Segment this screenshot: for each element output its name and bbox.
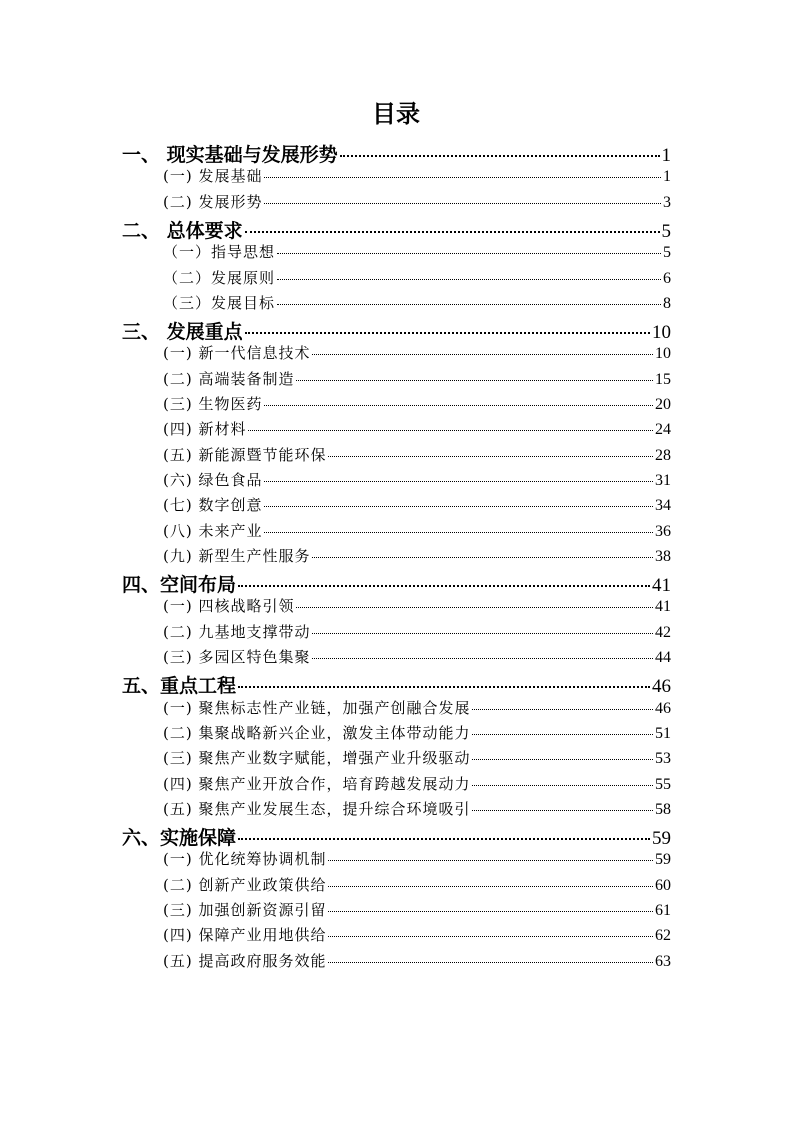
toc-page-number: 15 bbox=[655, 370, 671, 388]
toc-page-number: 10 bbox=[652, 322, 671, 344]
toc-entry-label: 六、实施保障 bbox=[122, 827, 237, 850]
toc-dot-leader bbox=[245, 332, 650, 334]
toc-page-number: 1 bbox=[663, 168, 671, 186]
toc-dot-leader bbox=[312, 633, 653, 634]
toc-entry-label: （一）指导思想 bbox=[163, 243, 276, 262]
toc-dot-leader bbox=[248, 430, 653, 431]
toc-section-entry[interactable] bbox=[163, 773, 671, 794]
toc-section-entry[interactable] bbox=[163, 520, 671, 541]
toc-dot-leader bbox=[238, 686, 650, 688]
toc-dot-leader bbox=[238, 838, 650, 840]
toc-entry-label: (一) 新一代信息技术 bbox=[163, 344, 311, 363]
toc-page-number: 63 bbox=[655, 952, 671, 970]
toc-dot-leader bbox=[328, 860, 653, 861]
toc-dot-leader bbox=[340, 155, 660, 157]
toc-chapter-entry[interactable] bbox=[122, 671, 671, 698]
toc-section-entry[interactable] bbox=[163, 899, 671, 920]
toc-section-entry[interactable] bbox=[163, 697, 671, 718]
toc-section-entry[interactable] bbox=[163, 924, 671, 945]
toc-page-number: 1 bbox=[661, 145, 671, 166]
toc-page-number: 34 bbox=[655, 497, 671, 515]
toc-entry-label: (四) 新材料 bbox=[163, 420, 247, 439]
toc-dot-leader bbox=[264, 506, 653, 507]
toc-entry-label: （三）发展目标 bbox=[163, 293, 276, 312]
toc-dot-leader bbox=[245, 231, 660, 233]
toc-section-entry[interactable] bbox=[163, 848, 671, 869]
toc-dot-leader bbox=[472, 734, 653, 735]
toc-dot-leader bbox=[472, 785, 653, 786]
toc-section-entry[interactable] bbox=[163, 874, 671, 895]
toc-dot-leader bbox=[328, 456, 653, 457]
toc-chapter-entry[interactable] bbox=[122, 570, 671, 597]
toc-page-number: 10 bbox=[655, 345, 671, 363]
toc-dot-leader bbox=[277, 304, 661, 305]
toc-page-number: 3 bbox=[663, 193, 671, 211]
toc-entry-label: (五) 聚焦产业发展生态，提升综合环境吸引 bbox=[163, 799, 471, 818]
toc-page-number: 5 bbox=[663, 244, 671, 262]
toc-page-number: 36 bbox=[655, 522, 671, 540]
toc-dot-leader bbox=[264, 481, 653, 482]
toc-entry-label: (二) 九基地支撑带动 bbox=[163, 622, 311, 641]
toc-page-number: 38 bbox=[655, 547, 671, 565]
toc-entry-label: (二) 集聚战略新兴企业，激发主体带动能力 bbox=[163, 723, 471, 742]
toc-dot-leader bbox=[472, 759, 653, 760]
toc-page-number: 44 bbox=[655, 649, 671, 666]
toc-dot-leader bbox=[296, 607, 653, 608]
toc-entry-label: 二、 总体要求 bbox=[122, 219, 243, 242]
toc-entry-label: (三) 聚焦产业数字赋能，增强产业升级驱动 bbox=[163, 749, 471, 768]
toc-page-number: 46 bbox=[652, 676, 671, 698]
toc-page-number: 41 bbox=[655, 598, 671, 616]
toc-section-entry[interactable] bbox=[163, 798, 671, 819]
toc-dot-leader bbox=[264, 203, 661, 204]
toc-dot-leader bbox=[472, 810, 653, 811]
toc-entry-label: (一) 聚焦标志性产业链，加强产创融合发展 bbox=[163, 698, 471, 717]
toc-entry-label: (五) 提高政府服务效能 bbox=[163, 951, 327, 970]
toc-page-number: 8 bbox=[663, 294, 671, 312]
toc-entry-label: 五、重点工程 bbox=[122, 675, 237, 698]
toc-dot-leader bbox=[264, 532, 653, 533]
toc-page-number: 31 bbox=[655, 471, 671, 489]
toc-dot-leader bbox=[312, 658, 653, 659]
toc-entry-label: (九) 新型生产性服务 bbox=[163, 546, 311, 565]
toc-page-number: 53 bbox=[655, 750, 671, 768]
toc-entry-label: 四、空间布局 bbox=[122, 574, 237, 597]
toc-dot-leader bbox=[328, 886, 653, 887]
toc-entry-label: (三) 多园区特色集聚 bbox=[163, 648, 311, 666]
toc-page-number: 62 bbox=[655, 927, 671, 945]
toc-section-entry[interactable] bbox=[163, 241, 671, 262]
toc-page-number: 51 bbox=[655, 724, 671, 742]
toc-page-number: 6 bbox=[663, 269, 671, 287]
toc-dot-leader bbox=[264, 177, 661, 178]
toc-section-entry[interactable] bbox=[163, 165, 671, 186]
toc-dot-leader bbox=[328, 962, 653, 963]
toc-dot-leader bbox=[328, 936, 653, 937]
toc-entry-label: (二) 创新产业政策供给 bbox=[163, 875, 327, 894]
toc-page-number: 46 bbox=[655, 699, 671, 717]
toc-entry-label: (一) 发展基础 bbox=[163, 167, 263, 186]
toc-section-entry[interactable] bbox=[163, 494, 671, 515]
toc-entry-label: (八) 未来产业 bbox=[163, 521, 263, 540]
toc-section-entry[interactable] bbox=[163, 292, 671, 313]
toc-section-entry[interactable] bbox=[163, 469, 671, 490]
toc-dot-leader bbox=[277, 253, 661, 254]
toc-entry-label: (二) 高端装备制造 bbox=[163, 369, 295, 388]
toc-section-entry[interactable] bbox=[163, 722, 671, 743]
toc-entry-label: (五) 新能源暨节能环保 bbox=[163, 445, 327, 464]
toc-page-number: 55 bbox=[655, 775, 671, 793]
toc-chapter-entry[interactable] bbox=[122, 823, 671, 850]
toc-section-entry[interactable] bbox=[163, 621, 671, 642]
toc-section-entry[interactable] bbox=[163, 368, 671, 389]
toc-dot-leader bbox=[296, 380, 653, 381]
toc-entry-label: (七) 数字创意 bbox=[163, 496, 263, 515]
toc-section-entry[interactable] bbox=[163, 342, 671, 363]
toc-entry-label: (三) 生物医药 bbox=[163, 395, 263, 413]
toc-dot-leader bbox=[264, 405, 653, 406]
toc-page-number: 61 bbox=[655, 902, 671, 919]
toc-dot-leader bbox=[238, 585, 650, 587]
toc-page-number: 41 bbox=[652, 575, 671, 597]
toc-page-number: 5 bbox=[661, 220, 671, 242]
toc-entry-label: 一、 现实基础与发展形势 bbox=[122, 144, 338, 166]
toc-chapter-entry[interactable] bbox=[122, 216, 671, 243]
toc-entry-label: (四) 保障产业用地供给 bbox=[163, 926, 327, 945]
toc-entry-label: (六) 绿色食品 bbox=[163, 470, 263, 489]
toc-page-number: 59 bbox=[652, 828, 671, 850]
toc-section-entry[interactable] bbox=[163, 747, 671, 768]
toc-page-number: 59 bbox=[655, 851, 671, 869]
toc-page-number: 28 bbox=[655, 446, 671, 464]
toc-dot-leader bbox=[312, 557, 653, 558]
toc-entry-label: 三、 发展重点 bbox=[122, 321, 243, 344]
toc-dot-leader bbox=[312, 354, 653, 355]
toc-page-number: 58 bbox=[655, 800, 671, 818]
toc-section-entry[interactable] bbox=[163, 545, 671, 566]
toc-dot-leader bbox=[472, 709, 653, 710]
toc-dot-leader bbox=[328, 911, 653, 912]
toc-page-number: 42 bbox=[655, 623, 671, 641]
toc-page-number: 20 bbox=[655, 396, 671, 413]
toc-title: 目录 bbox=[372, 100, 420, 128]
toc-page-number: 24 bbox=[655, 421, 671, 439]
toc-entry-label: (四) 聚焦产业开放合作，培育跨越发展动力 bbox=[163, 774, 471, 793]
toc-entry-label: (一) 四核战略引领 bbox=[163, 597, 295, 616]
toc-section-entry[interactable] bbox=[163, 191, 671, 212]
toc-entry-label: (一) 优化统筹协调机制 bbox=[163, 850, 327, 869]
toc-entry-label: （二）发展原则 bbox=[163, 268, 276, 287]
toc-section-entry[interactable] bbox=[163, 646, 671, 667]
toc-section-entry[interactable] bbox=[163, 950, 671, 971]
toc-section-entry[interactable] bbox=[163, 418, 671, 439]
toc-dot-leader bbox=[277, 279, 661, 280]
toc-section-entry[interactable] bbox=[163, 595, 671, 616]
toc-page-number: 60 bbox=[655, 876, 671, 894]
toc-section-entry[interactable] bbox=[163, 267, 671, 288]
toc-entry-label: (二) 发展形势 bbox=[163, 192, 263, 211]
toc-chapter-entry[interactable] bbox=[122, 140, 671, 167]
toc-entry-label: (三) 加强创新资源引留 bbox=[163, 901, 327, 919]
toc-section-entry[interactable] bbox=[163, 393, 671, 414]
toc-section-entry[interactable] bbox=[163, 444, 671, 465]
toc-chapter-entry[interactable] bbox=[122, 317, 671, 344]
